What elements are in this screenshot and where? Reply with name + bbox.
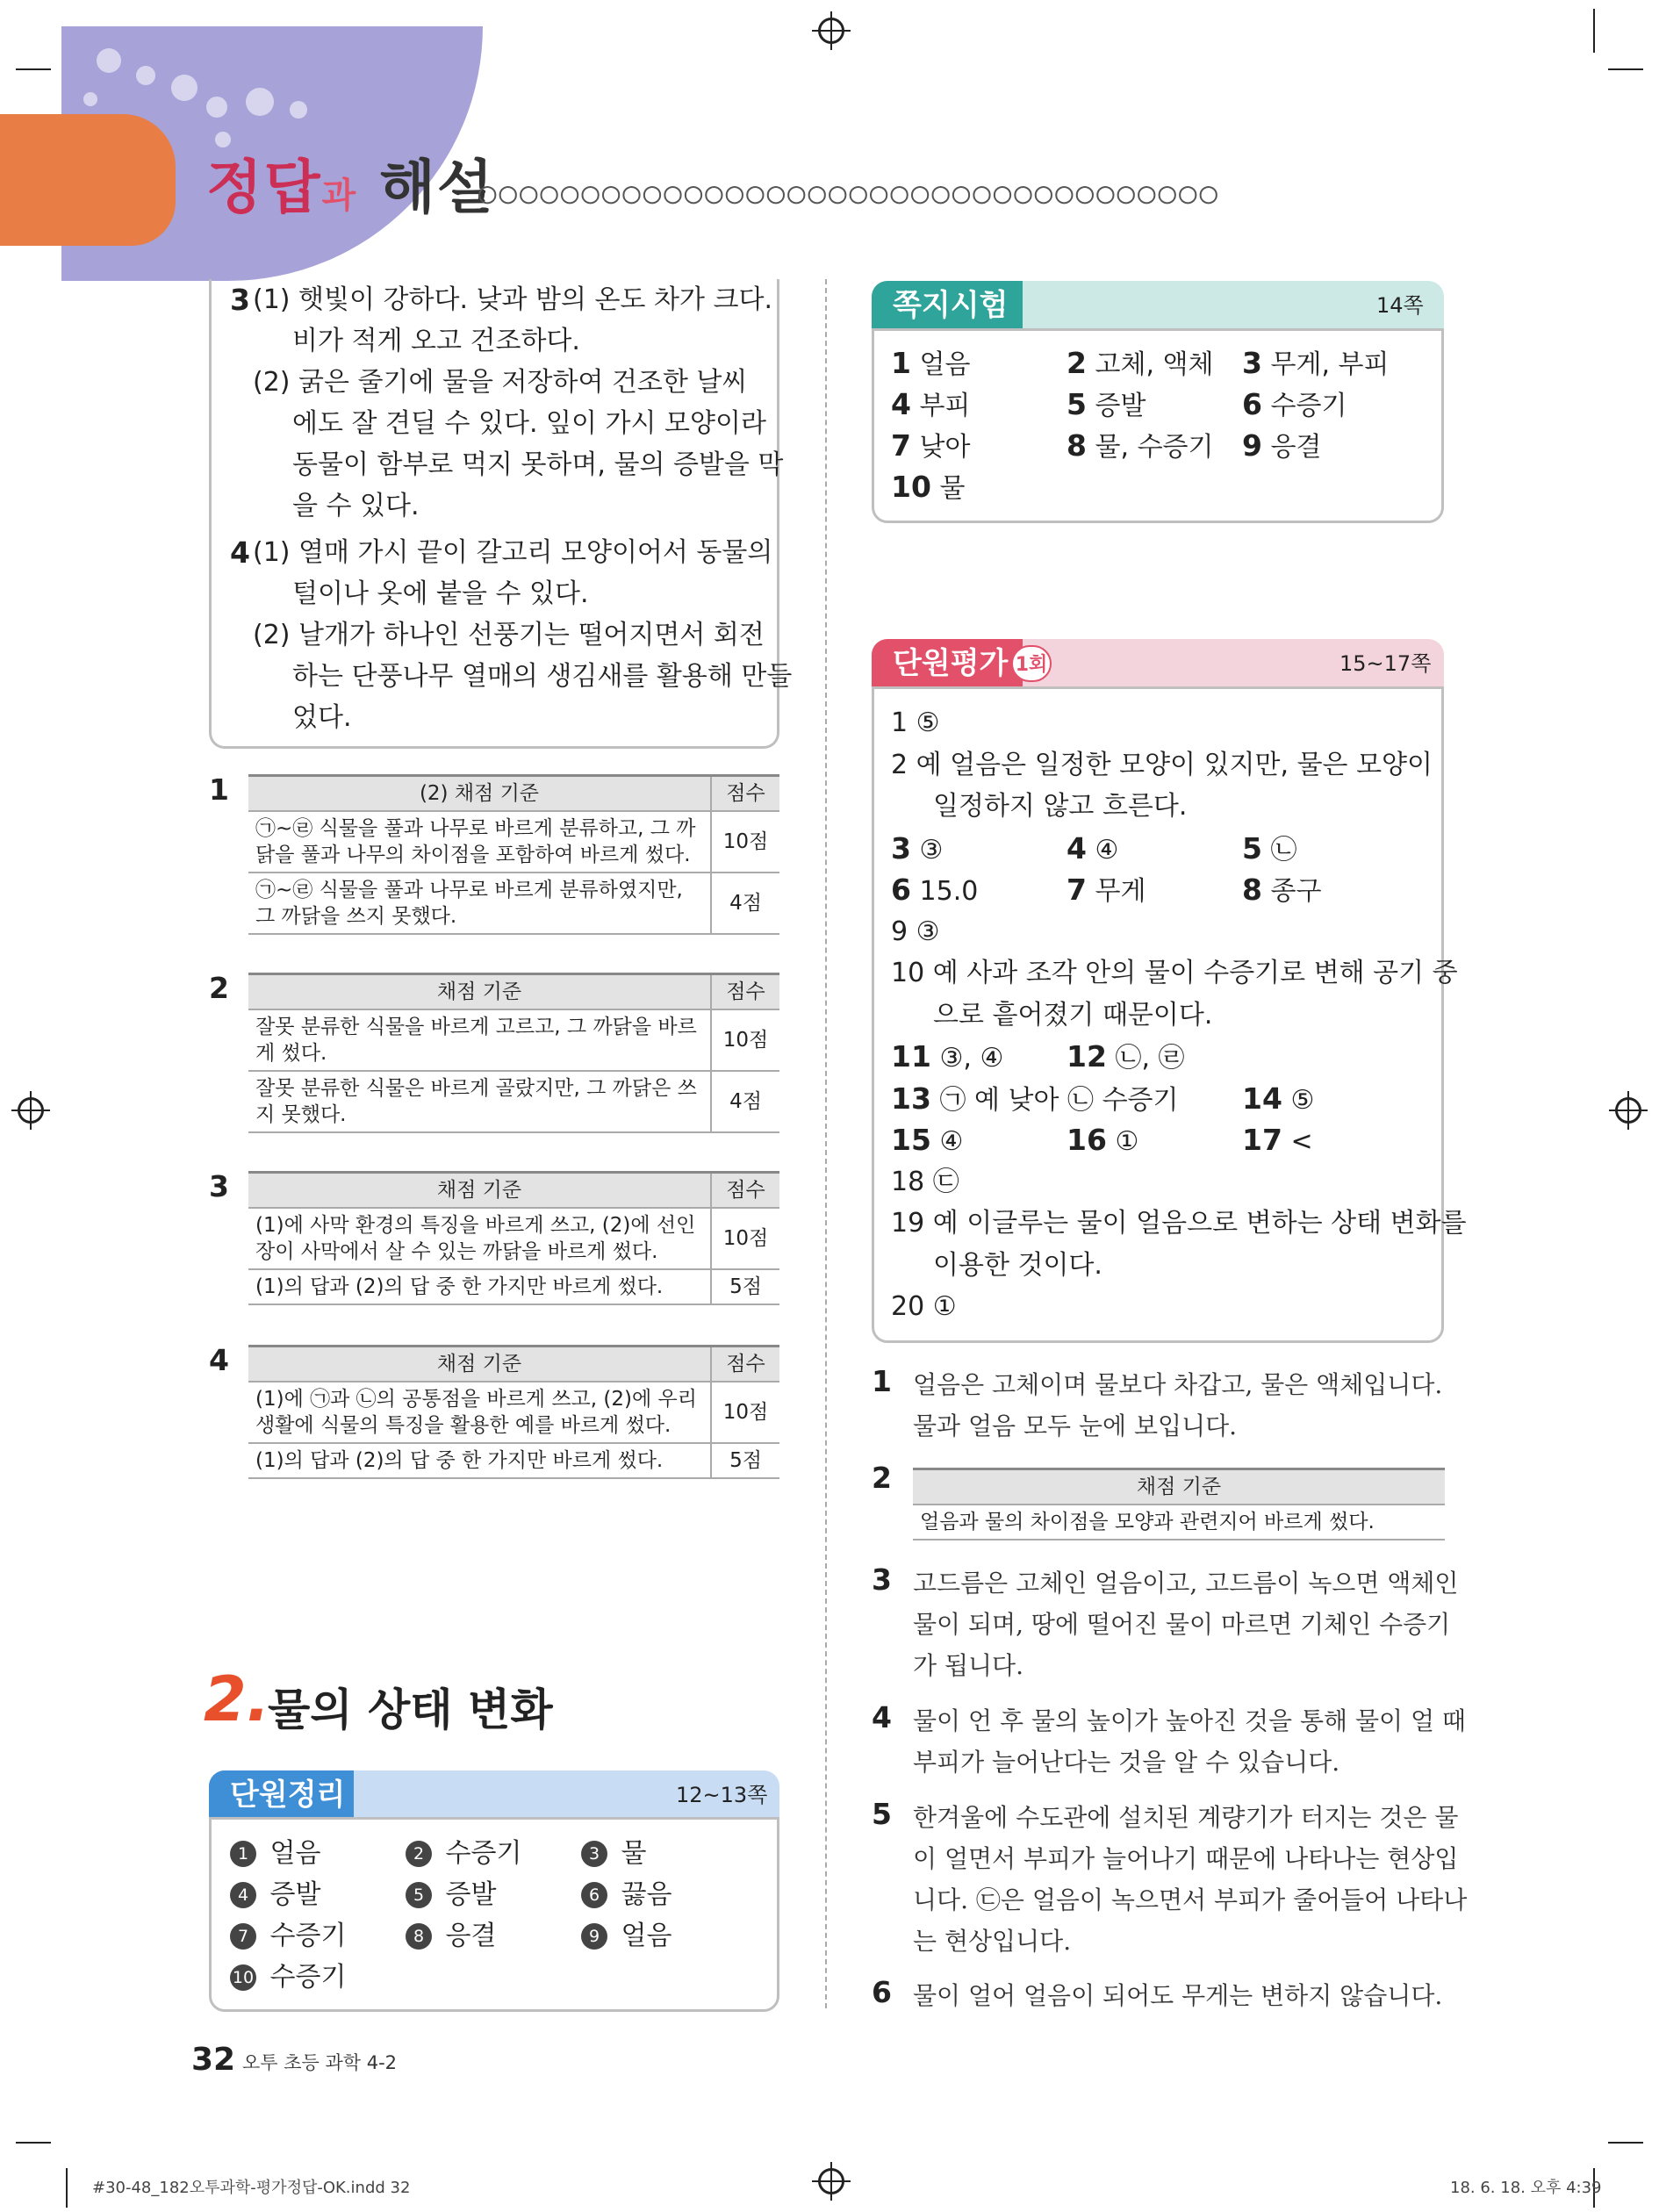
explanation-line: 니다. ㉢은 얼음이 녹으면서 부피가 줄어들어 나타나	[913, 1885, 1468, 1914]
eval-item-text: 종구	[1270, 876, 1322, 907]
answer-item-text: 끓음	[621, 1879, 672, 1910]
expl-rubric-row: 얼음과 물의 차이점을 모양과 관련지어 바르게 썼다.	[913, 1505, 1445, 1540]
trim-mark	[66, 2168, 68, 2208]
explanation-number: 4	[872, 1700, 892, 1734]
eval-item	[891, 869, 978, 912]
answer-item-text: 수증기	[269, 1962, 347, 1993]
trim-mark	[1593, 9, 1595, 53]
rubric-header: 채점 기준	[248, 1173, 711, 1209]
rubric-row	[248, 1382, 779, 1443]
print-slug-left: #30-48_182오투과학-평가정답-OK.indd 32	[92, 2179, 411, 2197]
unit-summary-tab: 단원정리	[209, 1770, 354, 1820]
rubric-criterion: 잘못 분류한 식물을 바르게 고르고, 그 까닭을 바르게 썼다.	[248, 1009, 711, 1071]
rubric-score: 10점	[711, 1208, 779, 1269]
eval-line: 10 예 사과 조각 안의 물이 수증기로 변해 공기 중	[891, 958, 1458, 988]
rubric-score: 5점	[711, 1269, 779, 1304]
answer-item	[891, 342, 970, 385]
eval-item	[1066, 869, 1146, 912]
answer-item	[230, 1874, 321, 1915]
answer-item-number: 4	[891, 387, 911, 421]
answer-item-number: 7	[891, 428, 911, 463]
eval-item-number: 7	[1066, 873, 1087, 907]
rubric-row	[248, 1208, 779, 1269]
answer-item-number: 9	[581, 1923, 607, 1950]
eval-item-number: 8	[1242, 873, 1262, 907]
decor-dot	[206, 97, 227, 118]
answer-item-text: 증발	[269, 1879, 321, 1910]
answer-line: (2) 날개가 하나인 선풍기는 떨어지면서 회전	[253, 620, 765, 650]
explanation-number: 6	[872, 1975, 892, 2009]
eval-item-number: 16	[1066, 1123, 1107, 1157]
decor-dot	[83, 92, 97, 106]
eval-item-text: 15.0	[919, 876, 979, 907]
answer-item-number: 7	[230, 1923, 256, 1950]
eval-item	[891, 1078, 1179, 1121]
rubric-table	[248, 973, 779, 1133]
trim-mark	[16, 2142, 51, 2144]
eval-item-number: 13	[891, 1081, 931, 1116]
answer-line: 었다.	[292, 702, 352, 733]
header-title-b: 과	[321, 176, 358, 216]
eval-item	[1242, 869, 1321, 912]
expl-rubric-number: 2	[872, 1461, 892, 1495]
eval-line: 일정하지 않고 흐른다.	[933, 791, 1188, 822]
answer-item-number: 9	[1242, 428, 1262, 463]
answer-item-text: 얼음	[269, 1838, 321, 1869]
rubric-score: 10점	[711, 1382, 779, 1443]
answer-item-number: 6	[1242, 387, 1262, 421]
answer-item-text: 응결	[1270, 432, 1322, 463]
header-title-a: 정답	[206, 154, 322, 221]
answer-item	[230, 1833, 321, 1874]
answer-line: 털이나 옷에 붙을 수 있다.	[292, 578, 589, 609]
section-number: 2.	[204, 1663, 270, 1735]
rubric-number: 2	[209, 971, 229, 1005]
answer-item-number: 4	[230, 1882, 256, 1908]
rubric-score: 5점	[711, 1443, 779, 1478]
eval-item	[1242, 1078, 1314, 1121]
rubric-score-header: 점수	[711, 776, 779, 812]
eval-item-text: ④	[1095, 834, 1119, 865]
book-title: 오투 초등 과학 4-2	[242, 2052, 398, 2073]
eval-item-number: 4	[1066, 830, 1087, 865]
trim-mark	[1608, 2142, 1643, 2144]
answer-item	[230, 1957, 347, 1998]
eval-item-text: ⑤	[1290, 1084, 1315, 1116]
section-title: 물의 상태 변화	[268, 1684, 553, 1735]
explanation-line: 부피가 늘어난다는 것을 알 수 있습니다.	[913, 1748, 1340, 1777]
rubric-header: (2) 채점 기준	[248, 776, 711, 812]
rubric-score: 10점	[711, 811, 779, 873]
eval-item	[1066, 1119, 1138, 1162]
eval-item-text: 무게	[1095, 876, 1146, 907]
eval-item-number: 11	[891, 1039, 931, 1074]
rubric-score: 4점	[711, 1071, 779, 1132]
header-dot-rule: ○○○○○○○○○○○○○○○○○○○○○○○○○○○○○○○○○○○○	[478, 176, 1220, 211]
answer-item-text: 수증기	[1270, 391, 1347, 421]
answer-item-text: 물, 수증기	[1095, 432, 1214, 463]
answer-item-number: 8	[406, 1923, 432, 1950]
trim-mark	[1608, 68, 1643, 70]
rubric-score-header: 점수	[711, 974, 779, 1010]
rubric-table	[248, 1345, 779, 1479]
answer-item-number: 5	[1066, 387, 1087, 421]
eval-item-text: ㉡, ㉣	[1115, 1043, 1185, 1074]
answer-line: (2) 굵은 줄기에 물을 저장하여 건조한 날씨	[253, 367, 748, 398]
eval-item-text: <	[1290, 1126, 1313, 1157]
answer-item	[581, 1915, 672, 1957]
eval-item-text: ④	[939, 1126, 964, 1157]
answer-item-text: 물	[939, 473, 966, 504]
answer-item-number: 2	[1066, 346, 1087, 380]
rubric-row	[248, 1269, 779, 1304]
answer-item	[581, 1833, 647, 1874]
answer-item-text: 무게, 부피	[1270, 349, 1390, 380]
answer-item	[891, 384, 970, 427]
decor-dot	[171, 75, 198, 101]
answer-item-text: 증발	[1095, 391, 1146, 421]
answer-line: 을 수 있다.	[292, 491, 420, 521]
answer-item	[891, 425, 970, 468]
explanation-number: 3	[872, 1562, 892, 1597]
answer-item-text: 증발	[445, 1879, 497, 1910]
eval-item-number: 5	[1242, 830, 1262, 865]
decor-dot	[97, 48, 121, 73]
eval-line: 19 예 이글루는 물이 얼음으로 변하는 상태 변화를	[891, 1208, 1467, 1239]
eval-line: 20 ①	[891, 1291, 957, 1322]
eval-item-text: ㉠ 예 낮아 ㉡ 수증기	[939, 1084, 1179, 1116]
answer-item	[891, 466, 965, 509]
explanation-number: 5	[872, 1797, 892, 1831]
eval-item-text: ①	[1115, 1126, 1139, 1157]
eval-item-text: ㉡	[1270, 834, 1297, 865]
explanation-line: 얼음은 고체이며 물보다 차갑고, 물은 액체입니다.	[913, 1370, 1443, 1399]
answer-item-number: 10	[891, 470, 931, 504]
answer-line: 동물이 함부로 먹지 못하며, 물의 증발을 막	[292, 449, 784, 480]
eval-tab: 단원평가	[872, 639, 1023, 688]
answer-line: 비가 적게 오고 건조하다.	[292, 326, 580, 356]
rubric-criterion: ㉠~㉣ 식물을 풀과 나무로 바르게 분류하고, 그 까닭을 풀과 나무의 차이점을 포함하여 바르게 썼다.	[248, 811, 711, 873]
quiz-pages: 14쪽	[1376, 293, 1424, 318]
header-title-c: 해설	[379, 154, 495, 221]
explanation-line: 고드름은 고체인 얼음이고, 고드름이 녹으면 액체인	[913, 1569, 1459, 1598]
rubric-score-header: 점수	[711, 1173, 779, 1209]
print-slug-right: 18. 6. 18. 오후 4:39	[1450, 2179, 1602, 2197]
explanation-line: 이 얼면서 부피가 늘어나기 때문에 나타나는 현상입	[913, 1844, 1459, 1873]
rubric-table	[248, 1171, 779, 1305]
eval-item-number: 17	[1242, 1123, 1282, 1157]
answer-item-text: 얼음	[919, 349, 971, 380]
answer-item-number: 8	[1066, 428, 1087, 463]
eval-item	[891, 828, 943, 871]
answer-item-number: 3	[581, 1841, 607, 1867]
eval-round-badge: 1회	[1011, 645, 1052, 682]
rubric-criterion: (1)에 ㉠과 ㉡의 공통점을 바르게 쓰고, (2)에 우리 생활에 식물의 특징을 활용한 예를 바르게 썼다.	[248, 1382, 711, 1443]
answer-item-text: 부피	[919, 391, 971, 421]
answer-item	[1242, 425, 1321, 468]
answer-item-number: 1	[891, 346, 911, 380]
rubric-number: 3	[209, 1169, 229, 1203]
eval-line: 18 ㉢	[891, 1166, 959, 1197]
eval-item-number: 3	[891, 830, 911, 865]
rubric-score: 10점	[711, 1009, 779, 1071]
answer-item-text: 고체, 액체	[1095, 349, 1214, 380]
eval-line: 9 ③	[891, 916, 940, 947]
page-number: 32	[191, 2042, 236, 2078]
eval-item	[1242, 1119, 1313, 1162]
eval-item	[891, 1036, 1003, 1079]
eval-item-number: 12	[1066, 1039, 1107, 1074]
eval-item-number: 14	[1242, 1081, 1282, 1116]
explanation-line: 한겨울에 수도관에 설치된 계량기가 터지는 것은 물	[913, 1803, 1459, 1832]
rubric-number: 4	[209, 1343, 229, 1377]
rubric-score: 4점	[711, 873, 779, 934]
answer-line: (1) 햇빛이 강하다. 낮과 밤의 온도 차가 크다.	[253, 284, 772, 315]
answer-item	[1066, 342, 1214, 385]
rubric-header: 채점 기준	[248, 974, 711, 1010]
answer-number: 4	[230, 535, 250, 570]
registration-mark-icon	[1615, 1097, 1641, 1124]
explanation-number: 1	[872, 1364, 892, 1398]
rubric-criterion: (1)의 답과 (2)의 답 중 한 가지만 바르게 썼다.	[248, 1443, 711, 1478]
answer-item	[406, 1874, 497, 1915]
answer-item-number: 6	[581, 1882, 607, 1908]
explanation-line: 물이 얼어 얼음이 되어도 무게는 변하지 않습니다.	[913, 1981, 1443, 2010]
answer-line: 하는 단풍나무 열매의 생김새를 활용해 만들	[292, 661, 793, 692]
expl-rubric-header: 채점 기준	[913, 1469, 1445, 1505]
column-divider	[825, 279, 827, 2008]
answer-item	[406, 1915, 497, 1957]
trim-mark	[16, 68, 51, 70]
answer-item	[1066, 425, 1214, 468]
explanation-line: 물이 언 후 물의 높이가 높아진 것을 통해 물이 얼 때	[913, 1706, 1466, 1735]
page-header-title	[206, 140, 495, 224]
explanation-line: 가 됩니다.	[913, 1651, 1023, 1680]
explanation-line: 물이 되며, 땅에 떨어진 물이 마르면 기체인 수증기	[913, 1610, 1451, 1639]
eval-item-number: 15	[891, 1123, 931, 1157]
cat-mascot-illustration	[0, 114, 176, 246]
rubric-row	[248, 1443, 779, 1478]
rubric-row	[248, 1009, 779, 1071]
eval-pages: 15~17쪽	[1339, 651, 1432, 676]
decor-dot	[246, 88, 274, 116]
answer-item-text: 낮아	[919, 432, 971, 463]
rubric-criterion: 잘못 분류한 식물은 바르게 골랐지만, 그 까닭은 쓰지 못했다.	[248, 1071, 711, 1132]
expl-rubric-table	[913, 1468, 1445, 1540]
eval-line: 이용한 것이다.	[933, 1249, 1102, 1281]
answer-item	[1242, 342, 1390, 385]
eval-item	[1066, 1036, 1185, 1079]
answer-item	[230, 1915, 347, 1957]
unit-summary-pages: 12~13쪽	[676, 1783, 768, 1807]
answer-item-text: 얼음	[621, 1921, 672, 1951]
registration-mark-icon	[818, 2168, 844, 2194]
answer-number: 3	[230, 283, 250, 317]
answer-line: (1) 열매 가시 끝이 갈고리 모양이어서 동물의	[253, 537, 773, 568]
answer-item-number: 1	[230, 1841, 256, 1867]
rubric-criterion: ㉠~㉣ 식물을 풀과 나무로 바르게 분류하였지만, 그 까닭을 쓰지 못했다.	[248, 873, 711, 934]
eval-line: 2 예 얼음은 일정한 모양이 있지만, 물은 모양이	[891, 749, 1433, 780]
rubric-criterion: (1)의 답과 (2)의 답 중 한 가지만 바르게 썼다.	[248, 1269, 711, 1304]
answer-item-number: 2	[406, 1841, 432, 1867]
answer-item-text: 수증기	[445, 1838, 522, 1869]
answer-item	[1242, 384, 1347, 427]
decor-dot	[290, 101, 307, 118]
answer-item-number: 10	[230, 1964, 256, 1991]
eval-item-text: ③	[919, 834, 944, 865]
rubric-score-header: 점수	[711, 1347, 779, 1382]
rubric-criterion: (1)에 사막 환경의 특징을 바르게 쓰고, (2)에 선인장이 사막에서 살 수 있는 까닭을 바르게 썼다.	[248, 1208, 711, 1269]
rubric-table	[248, 774, 779, 935]
rubric-row	[248, 1071, 779, 1132]
eval-line: 1 ⑤	[891, 707, 940, 738]
rubric-row	[248, 873, 779, 934]
eval-item-number: 6	[891, 873, 911, 907]
answer-item	[406, 1833, 522, 1874]
explanation-line: 물과 얼음 모두 눈에 보입니다.	[913, 1411, 1238, 1440]
answer-item	[581, 1874, 672, 1915]
rubric-header: 채점 기준	[248, 1347, 711, 1382]
rubric-row	[248, 811, 779, 873]
eval-item	[1066, 828, 1118, 871]
registration-mark-icon	[818, 18, 844, 44]
registration-mark-icon	[18, 1097, 44, 1124]
rubric-number: 1	[209, 772, 229, 807]
eval-item-text: ③, ④	[939, 1043, 1004, 1074]
answer-item-number: 5	[406, 1882, 432, 1908]
eval-item	[891, 1119, 963, 1162]
answer-item-text: 물	[621, 1838, 647, 1869]
answer-line: 에도 잘 견딜 수 있다. 잎이 가시 모양이라	[292, 408, 766, 439]
explanation-line: 는 현상입니다.	[913, 1927, 1072, 1956]
answer-item	[1066, 384, 1146, 427]
eval-line: 으로 흩어졌기 때문이다.	[933, 999, 1213, 1031]
decor-dot	[136, 66, 155, 85]
eval-item	[1242, 828, 1297, 871]
answer-item-text: 수증기	[269, 1921, 347, 1951]
quiz-tab: 쪽지시험	[872, 281, 1023, 330]
answer-item-number: 3	[1242, 346, 1262, 380]
answer-item-text: 응결	[445, 1921, 497, 1951]
